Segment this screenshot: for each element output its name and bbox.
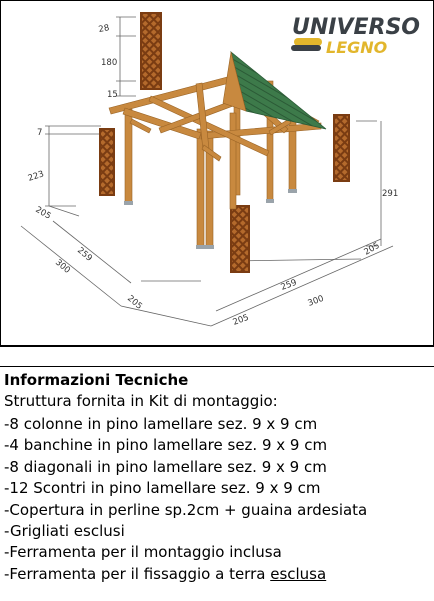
spec-item-last	[4, 564, 367, 585]
dim-left-inner: 259	[75, 245, 94, 264]
lattice-panel-right	[334, 115, 349, 181]
spec-item: -4 banchine in pino lamellare sez. 9 x 9 cm	[4, 436, 328, 455]
dim-right-inner: 259	[279, 277, 299, 293]
spec-item: -12 Scontri in pino lamellare sez. 9 x 9 cm	[4, 479, 321, 498]
spec-item: -8 colonne in pino lamellare sez. 9 x 9 cm	[4, 415, 318, 433]
dim-left-outer: 300	[53, 257, 72, 276]
dim-front-right-base: 205	[231, 312, 251, 328]
technical-info-box	[0, 366, 434, 601]
spec-item: -8 diagonali in pino lamellare sez. 9 x 9 cm	[4, 457, 327, 476]
logo-swoosh-dark	[291, 45, 321, 51]
separator-band	[0, 346, 434, 366]
spec-item-last-text: -Ferramenta per il fissaggio a terra	[4, 564, 271, 583]
info-intro: Struttura fornita in Kit di montaggio:	[4, 392, 278, 410]
lattice-panel-top	[141, 13, 161, 89]
dim-post-height: 223	[26, 169, 46, 184]
dim-left-top: 7	[37, 128, 43, 138]
dim-left-base: 205	[33, 204, 53, 222]
spec-item: -Copertura in perline sp.2cm + guaina ardesiata	[4, 500, 368, 519]
lattice-panel-front	[231, 206, 249, 272]
dim-lattice-bottom: 15	[107, 90, 118, 100]
dim-front-left-base: 205	[125, 293, 144, 312]
gazebo-diagram	[1, 1, 433, 345]
spec-item: -Grigliati esclusi	[4, 522, 125, 541]
roof-panel	[231, 52, 326, 129]
logo-line2: LEGNO	[326, 38, 388, 57]
dim-lattice-height: 180	[101, 58, 118, 68]
dim-right-base: 205	[362, 240, 382, 258]
info-title: Informazioni Tecniche	[4, 371, 189, 389]
lattice-panel-left	[100, 129, 114, 195]
spec-item: -Ferramenta per il montaggio inclusa	[4, 543, 282, 562]
dim-lattice-top: 28	[97, 23, 111, 35]
dim-right-outer: 300	[306, 293, 326, 309]
dim-total-height: 291	[382, 189, 399, 199]
spec-list	[4, 414, 367, 585]
spec-item-last-emphasis: esclusa	[270, 564, 327, 583]
logo-line1: UNIVERSO	[292, 15, 421, 40]
brand-logo	[291, 15, 420, 57]
